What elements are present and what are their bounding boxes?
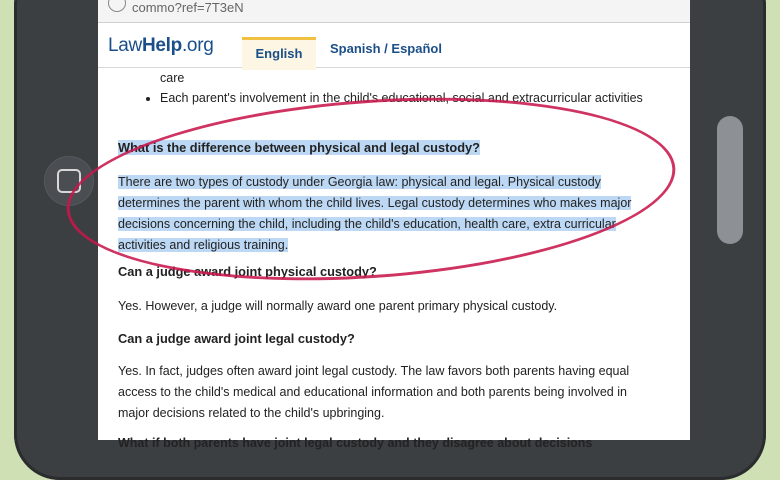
article-content <box>98 68 690 440</box>
url-text[interactable]: commo?ref=7T3eN <box>132 0 244 15</box>
question-heading: What is the difference between physical and legal custody? <box>118 140 480 155</box>
home-square-icon <box>57 169 81 193</box>
bullet-list <box>142 68 660 108</box>
side-button[interactable] <box>717 116 743 244</box>
home-button[interactable] <box>44 156 94 206</box>
answer-paragraph: Yes. In fact, judges often award joint legal custody. The law favors both parents having equal access to the child's medical and educational information and both parents being involved in major decisions related to the child's upbringing. <box>118 364 630 420</box>
question-heading: Can a judge award joint physical custody? <box>118 264 377 279</box>
answer-paragraph: Yes. However, a judge will normally award one parent primary physical custody. <box>118 299 558 313</box>
browser-screen <box>98 0 690 440</box>
tab-spanish[interactable]: Spanish / Español <box>330 41 442 56</box>
address-bar[interactable] <box>98 0 690 23</box>
list-item: care <box>160 71 185 85</box>
question-heading: Can a judge award joint legal custody? <box>118 331 355 346</box>
question-heading <box>118 436 658 442</box>
lawhelp-logo[interactable]: LawHelp.org <box>108 35 214 56</box>
list-item: • Each parent's involvement in the child's educational, social and extracurricular activities <box>160 88 660 108</box>
tab-english[interactable]: English <box>242 37 316 70</box>
answer-paragraph: There are two types of custody under Georgia law: physical and legal. Physical custody determines the parent with whom the child lives. Legal custody determines who makes major decisions concerning the child, including the child's education, health care, extra curricular activities and religious training. <box>118 175 632 252</box>
site-header <box>98 23 690 68</box>
globe-icon <box>108 0 126 12</box>
